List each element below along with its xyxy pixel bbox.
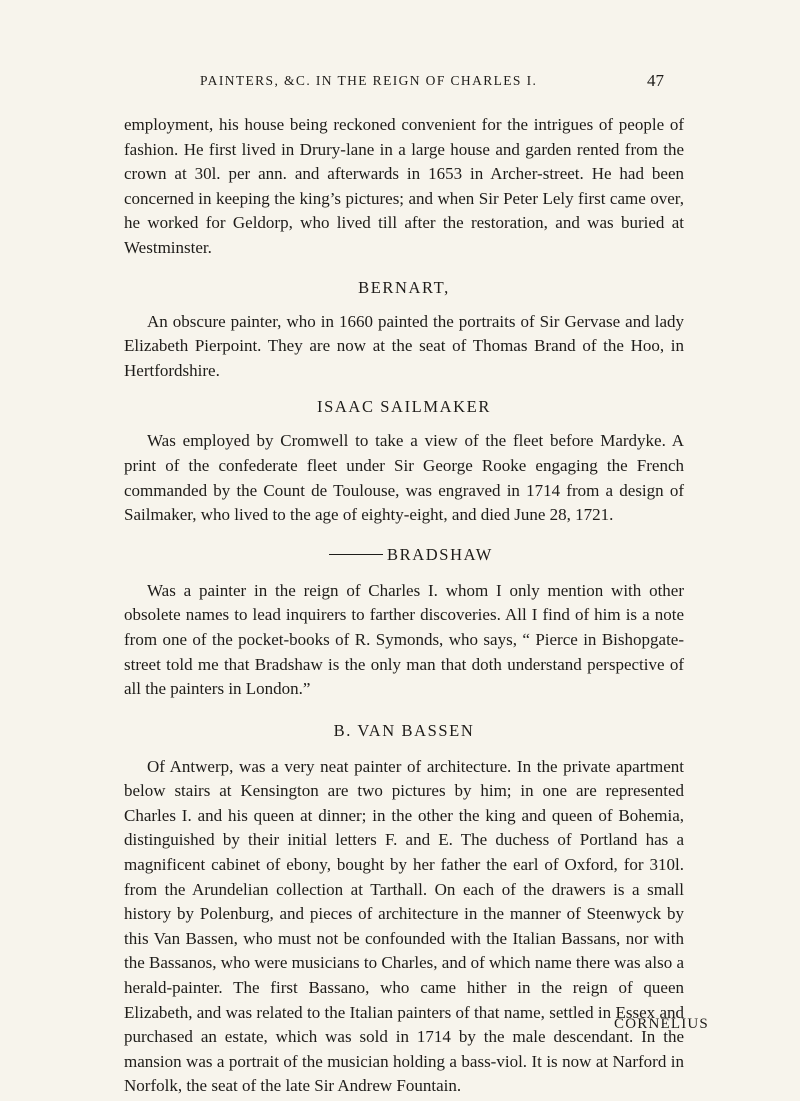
heading-dash-rule: [329, 554, 383, 555]
entry-text-sailmaker: Was employed by Cromwell to take a view of the fleet before Mardyke. A print of the confederate fleet under Sir George Rooke engaging the French commanded by the Count de Toulouse, was engraved in 1714 from a design of Sailmaker, who lived to the age of eighty-eight, and died June 28, 1721.: [124, 431, 684, 525]
entry-heading-van-bassen: B. VAN BASSEN: [333, 720, 475, 740]
geldorp-continued-paragraph: employment, his house being reckoned convenient for the intrigues of people of fashion. He first lived in Drury-lane in a large house and garden rented from the crown at 30l. per ann. and afterwards in 1653 in Archer-street. He had been concerned in keeping the king’s pictures; and when Sir Peter Lely first came over, he worked for Geldorp, who lived till after the restoration, and was buried at Westminster.: [124, 115, 684, 257]
entry-heading-sailmaker: ISAAC SAILMAKER: [317, 397, 491, 417]
entry-heading-bradshaw: [124, 545, 684, 565]
entry-heading-bernart: BERNART,: [358, 277, 450, 297]
bradshaw-heading-label: BRADSHAW: [387, 544, 493, 564]
page-number: 47: [647, 71, 664, 90]
entry-text-van-bassen: Of Antwerp, was a very neat painter of architecture. In the private apartment below stairs at Kensington are two pictures by him; in one are represented Charles I. and his queen at dinner; in the other the king and queen of Bohemia, distinguished by their initial letters F. and E. The duchess of Portland has a magnificent cabinet of ebony, bought by her father the earl of Oxford, for 310l. from the Arundelian collection at Tarthall. On each of the drawers is a small history by Polenburg, and pieces of architecture in the manner of Steenwyck by this Van Bassen, who must not be confounded with the Italian Bassans, nor with the Bassanos, who were musicians to Charles, and of which name there was also a herald-painter. The first Bassano, who came hither in the reign of queen Elizabeth, and was related to the Italian painters of that name, settled in Essex and purchased an estate, which was sold in 1714 by the male descendant. In the mansion was a portrait of the musician holding a bass-viol. It is now at Narford in Norfolk, the seat of the late Sir Andrew Fountain.: [124, 756, 684, 1096]
entry-text-bernart: An obscure painter, who in 1660 painted the portraits of Sir Gervase and lady Elizabeth Pierpoint. They are now at the seat of Thomas Brand of the Hoo, in Hertfordshire.: [124, 311, 684, 380]
entry-text-bradshaw: Was a painter in the reign of Charles I. whom I only mention with other obsolete names to lead inquirers to farther discoveries. All I find of him is a note from one of the pocket-books of R. Symonds, who says, “ Pierce in Bishopgate-street told me that Bradshaw is the only man that doth understand perspective of all the painters in London.”: [124, 580, 684, 699]
catchword: CORNELIUS: [614, 1016, 709, 1032]
body-text: [124, 113, 684, 1099]
running-head: PAINTERS, &C. IN THE REIGN OF CHARLES I.: [200, 73, 538, 88]
